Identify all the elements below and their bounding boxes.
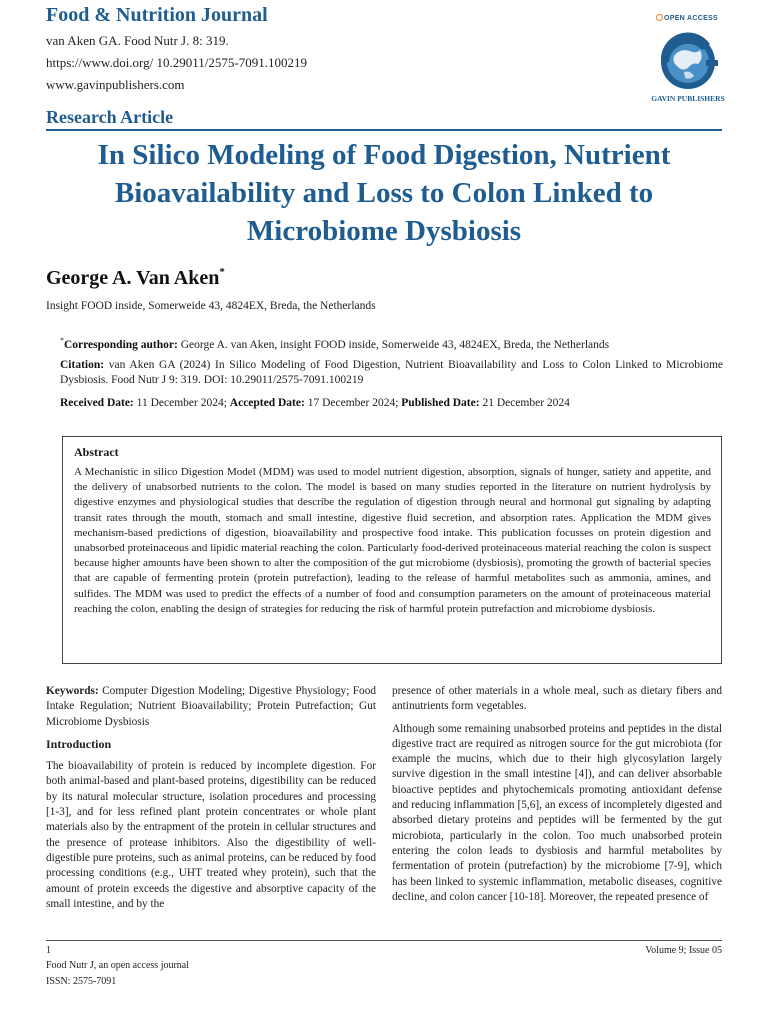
footer-divider xyxy=(46,940,722,941)
keywords: Keywords: Computer Digestion Modeling; Digestive Physiology; Food Intake Regulation; Nutrient Bioavailability; Protein Putrefaction; Gut Microbiome Dysbiosis xyxy=(46,685,376,728)
article-type: Research Article xyxy=(46,107,174,127)
intro-paragraph-2: Although some remaining unabsorbed proteins and peptides in the distal digestive tract are required as nitrogen source for the gut microbiota (for example the mucins, which due to their high glycosylation largely survive digestion in the small intestine [4]), and can deliver absorbable bioactive peptides and phytochemicals promoting antioxidant defense and reducing inflammation [5,6], an excess of incompletely digested and absorbed dietary proteins and peptides will be fermented by the gut microbiota, particularly in the colon. Too much unabsorbed protein entering the colon leads to dysbiosis and harmful metabolites by fermentation of protein (putrefaction) by the microbiome [7-9], which has been linked to systemic inflammation, metabolic diseases, cognitive decline, and colon cancer [10-18]. Moreover, the repeated presence of xyxy=(392,722,722,903)
doi-link[interactable]: https://www.doi.org/ 10.29011/2575-7091.100219 xyxy=(46,55,307,70)
open-access-label: OPEN ACCESS xyxy=(656,14,718,22)
website-link[interactable]: www.gavinpublishers.com xyxy=(46,77,185,92)
footer-journal: Food Nutr J, an open access journal xyxy=(46,960,190,971)
corresponding-author: *Corresponding author: George A. van Aken, insight FOOD inside, Somerweide 43, 4824EX, Breda, the Netherlands xyxy=(60,336,610,351)
intro-paragraph-1: The bioavailability of protein is reduced by incomplete digestion. For both animal-based and plant-based proteins, digestibility can be reduced by its natural molecular structure, isolation procedures and processing [1-3], and for less refined plant protein concentrates or whole plant materials also by the entrapment of the protein in cellular structures and the presence of protease inhibitors. Also the digestibility of well-digestible pure proteins, such as animal proteins, can be reduced by food processing conditions (e.g., UHT treated whey protein), such that the amount of protein exceeds the digestive and absorptive capacity of the small intestine, and by the xyxy=(46,760,376,910)
intro-paragraph-1-cont: presence of other materials in a whole meal, such as dietary fibers and antinutrients form vegetables. xyxy=(392,685,722,713)
journal-title: Food & Nutrition Journal xyxy=(46,4,268,26)
volume-issue: Volume 9; Issue 05 xyxy=(645,945,722,956)
author-name: George A. Van Aken* xyxy=(46,266,225,289)
gavin-globe-logo xyxy=(644,18,732,102)
affiliation: Insight FOOD inside, Somerweide 43, 4824EX, Breda, the Netherlands xyxy=(46,300,376,312)
right-column xyxy=(392,684,722,905)
paper-title: In Silico Modeling of Food Digestion, Nutrient Bioavailability and Loss to Colon Linked to Microbiome Dysbiosis xyxy=(97,139,671,247)
issn: ISSN: 2575-7091 xyxy=(46,976,117,987)
dates-line: Received Date: 11 December 2024; Accepted Date: 17 December 2024; Published Date: 21 December 2024 xyxy=(60,397,570,409)
publisher-logo xyxy=(644,10,732,110)
publisher-name: GAVIN PUBLISHERS xyxy=(651,94,725,103)
introduction-heading: Introduction xyxy=(46,736,112,751)
citation: Citation: van Aken GA (2024) In Silico Modeling of Food Digestion, Nutrient Bioavailability and Loss to Colon Linked to Microbiome Dysbiosis. Food Nutr J 9: 319. DOI: 10.29011/2575-7091.100219 xyxy=(60,359,723,386)
left-column xyxy=(46,684,376,912)
header-divider xyxy=(46,129,722,131)
citation-line: van Aken GA. Food Nutr J. 8: 319. xyxy=(46,33,229,48)
page-number: 1 xyxy=(46,945,51,956)
abstract-box xyxy=(62,436,722,664)
author-mark: * xyxy=(219,266,225,278)
abstract-text: A Mechanistic in silico Digestion Model (MDM) was used to model nutrient digestion, absorption, signals of hunger, satiety and appetite, and the delivery of unabsorbed nutrients to the colon. The model is based on many studies reported in the literature on nutrient hydrolysis by digestive enzymes and physiological studies that describe the regulation of digestion through neural and hormonal gut signaling by adapting transit rates through the mouth, stomach and small intestine, digestive fluid secretion, and absorption rates. Application the MDM gives mechanism-based predictions of digestion, bioavailability and prospective food intake. This publication focusses on protein digestion and unabsorbed proteinaceous and lipidic material reaching the colon. Particularly food-derived proteinaceous material reaching the colon is suspect because higher amounts have been shown to alter the composition of the gut microbiome (dysbiosis), promoting the growth of bacterial species that are capable of fermenting protein (protein putrefaction), leading to the release of harmful metabolites such as ammonia, amines, and sulfides. The MDM was used to predict the effects of a number of food and consumption parameters on the amount of proteinaceous material reaching the colon, enabling the design of strategies for reducing the risk of harmful protein putrefaction and microbiome dysbiosis. xyxy=(74,466,711,615)
abstract-heading: Abstract xyxy=(74,445,119,459)
